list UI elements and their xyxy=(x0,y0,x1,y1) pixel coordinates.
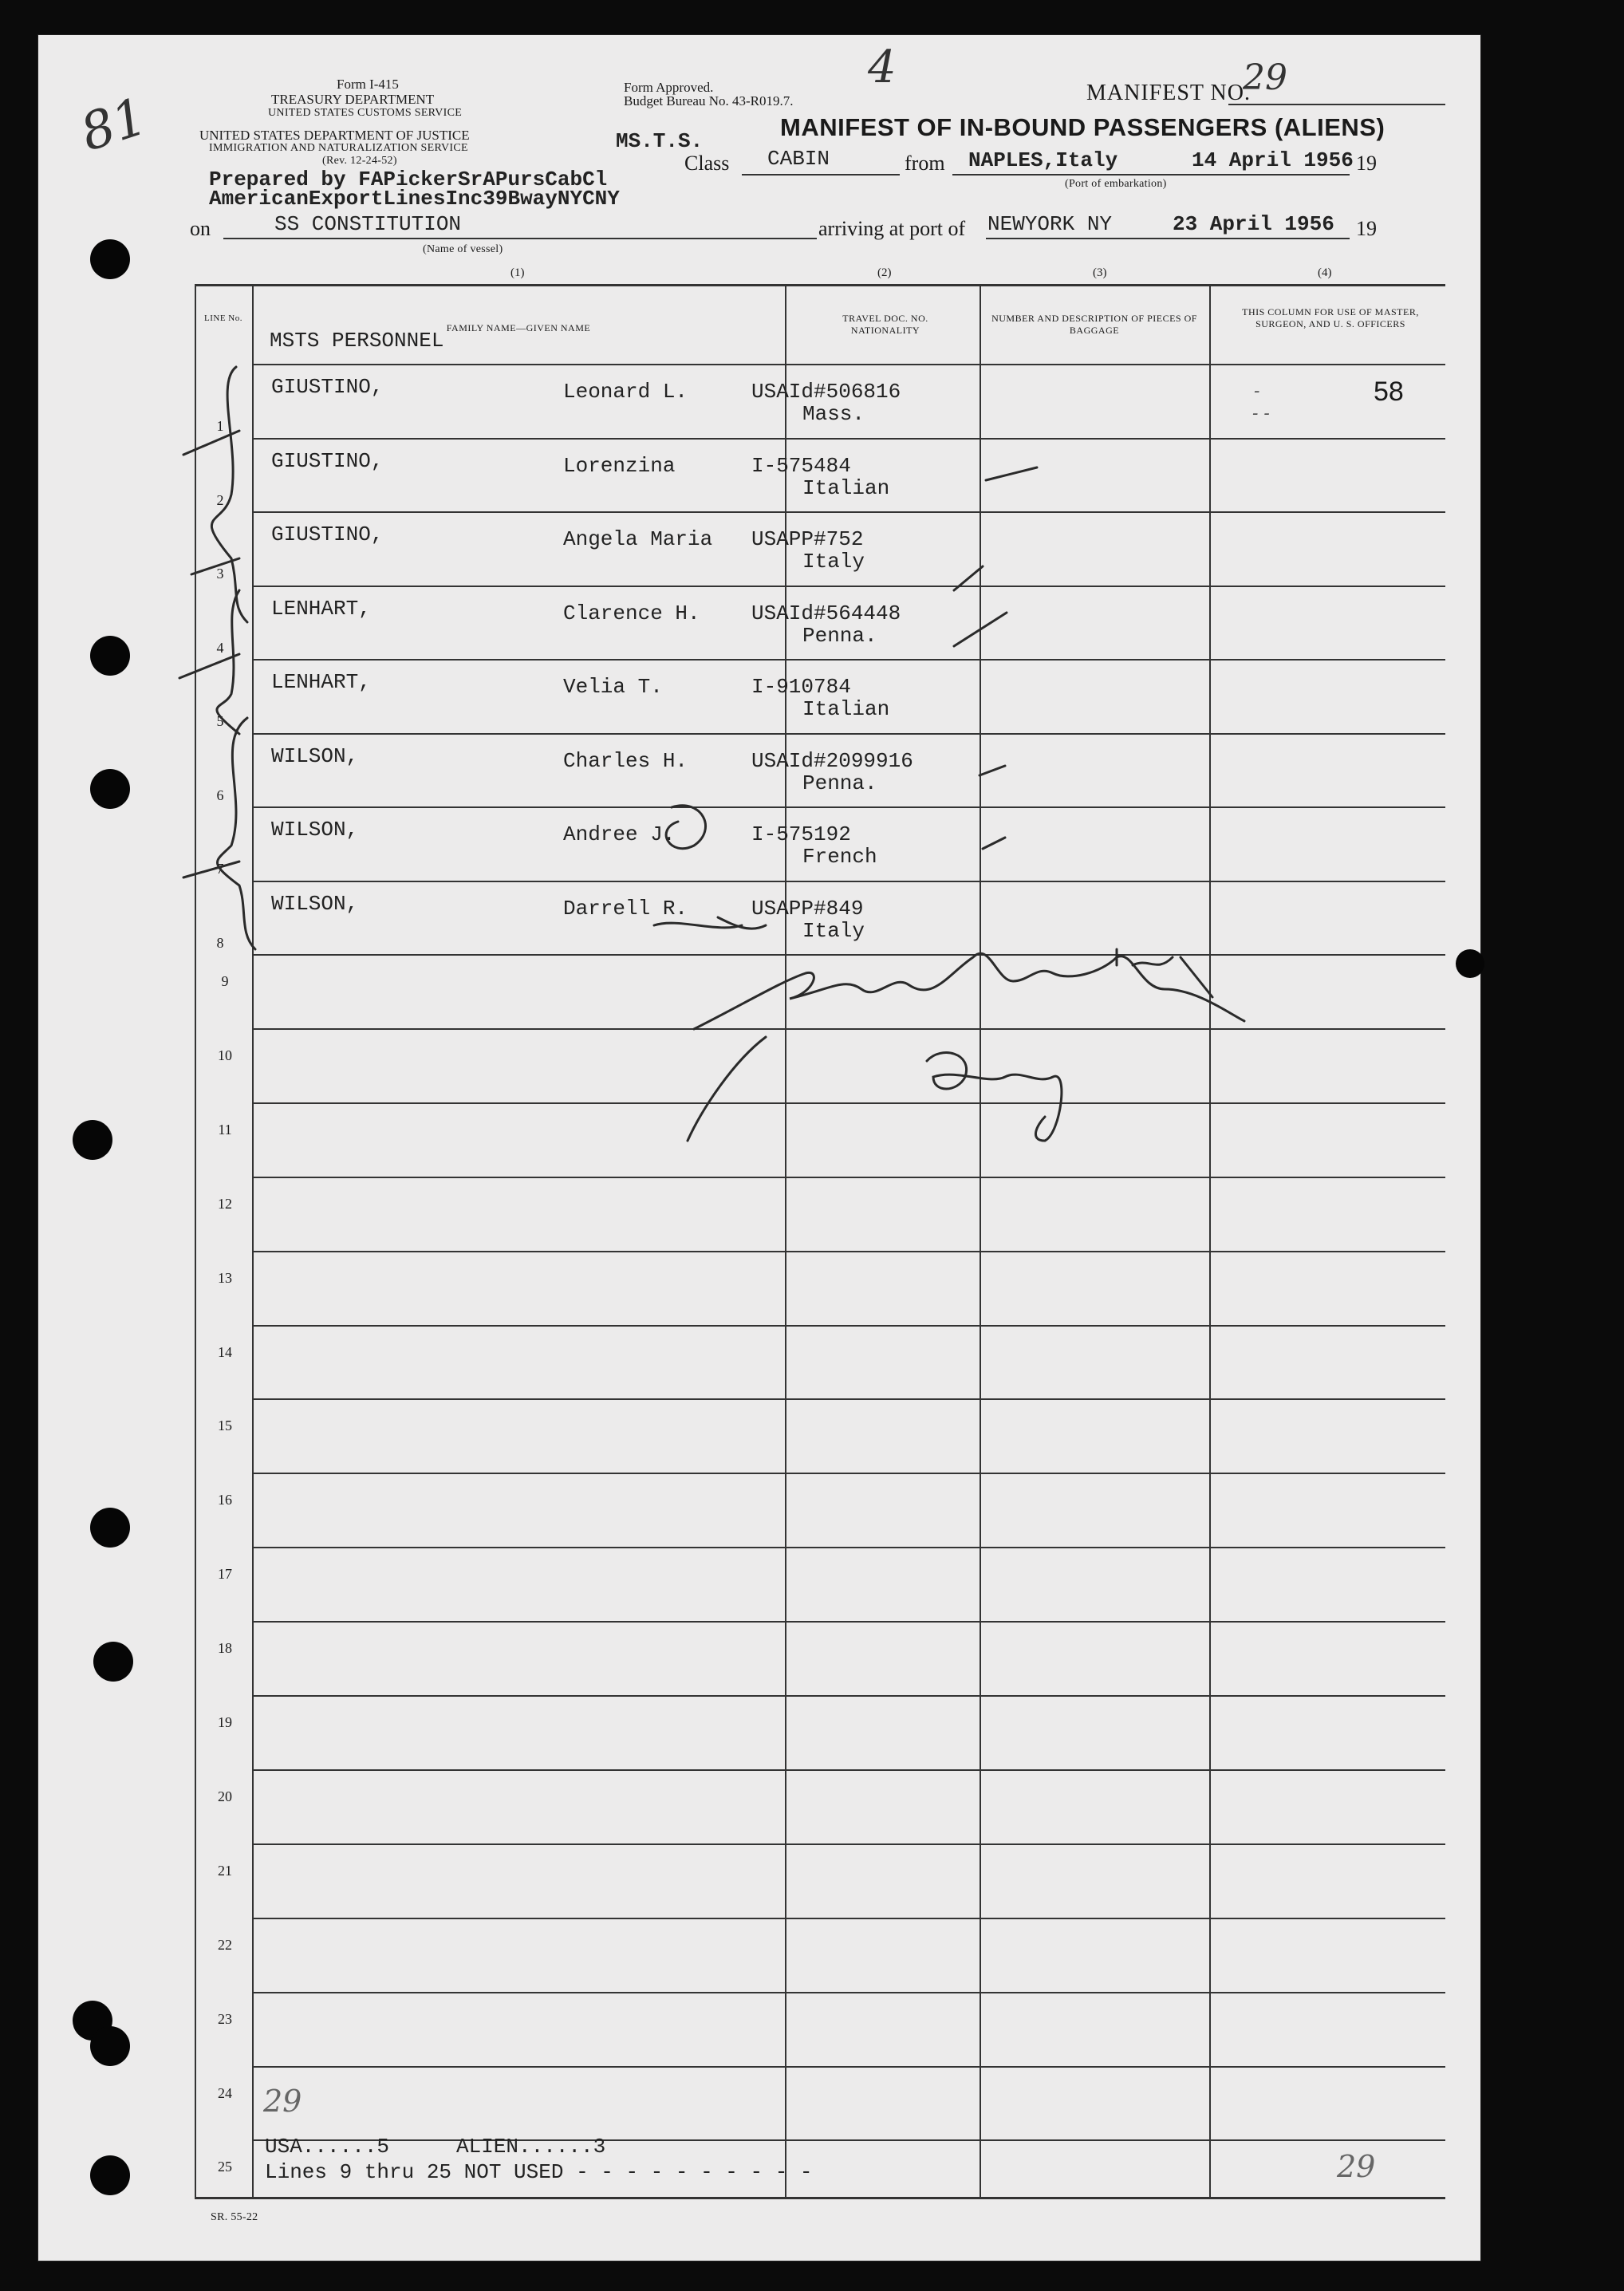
line-number: 9 xyxy=(221,973,229,989)
prepared-by-company: AmericanExportLinesInc39BwayNYCNY xyxy=(209,187,620,211)
form-number: Form I-415 xyxy=(337,77,399,92)
travel-doc-number: USAId#2099916 xyxy=(751,748,913,773)
vessel-caption: (Name of vessel) xyxy=(423,243,503,255)
header-line-no: LINE No. xyxy=(204,313,242,323)
line-number: 15 xyxy=(218,1418,232,1434)
officer-note: 58 xyxy=(1374,377,1404,407)
family-name: WILSON, xyxy=(271,891,359,916)
col-num-3: (3) xyxy=(1093,266,1107,279)
line-number: 18 xyxy=(218,1640,232,1657)
form-approved: Form Approved. xyxy=(624,80,714,95)
given-name: Leonard L. xyxy=(563,380,688,404)
handwritten-number: 81 xyxy=(73,87,154,164)
family-bracket xyxy=(211,367,247,622)
given-name: Lorenzina xyxy=(563,453,676,478)
year-prefix: 19 xyxy=(1356,152,1377,175)
manifest-no-label: MANIFEST NO. xyxy=(1086,81,1251,105)
arrival-port: NEWYORK NY xyxy=(987,212,1113,236)
line-number: 20 xyxy=(218,1788,232,1804)
check-mark xyxy=(980,766,1005,775)
line-number: 11 xyxy=(218,1121,232,1138)
embarkation-date: 14 April 1956 xyxy=(1192,148,1354,172)
justice-dept: UNITED STATES DEPARTMENT OF JUSTICE xyxy=(199,128,470,143)
given-name: Andree J. xyxy=(563,822,676,846)
nationality: French xyxy=(802,845,877,869)
customs-service: UNITED STATES CUSTOMS SERVICE xyxy=(268,107,463,119)
travel-doc-number: I-575484 xyxy=(751,453,851,478)
header-travel-doc: TRAVEL DOC. NO. NATIONALITY xyxy=(842,313,928,336)
on-label: on xyxy=(190,217,211,240)
ins-label: IMMIGRATION AND NATURALIZATION SERVICE xyxy=(209,142,468,154)
port-of-embarkation: NAPLES,Italy xyxy=(968,148,1118,172)
budget-bureau: Budget Bureau No. 43-R019.7. xyxy=(624,93,794,108)
handwritten-29: 29 xyxy=(1337,2149,1376,2184)
check-mark xyxy=(986,467,1037,480)
line-number: 14 xyxy=(218,1343,232,1360)
travel-doc-number: USAPP#849 xyxy=(751,896,864,921)
line-number: 19 xyxy=(218,1714,232,1730)
line-number: 6 xyxy=(216,787,224,803)
manifest-number: 29 xyxy=(1243,57,1287,98)
line-number: 21 xyxy=(218,1862,232,1879)
arriving-label: arriving at port of xyxy=(818,217,966,240)
line-number: 24 xyxy=(218,2084,232,2101)
line-number: 12 xyxy=(218,1195,232,1212)
nationality: Italian xyxy=(802,697,890,721)
line-number: 5 xyxy=(216,713,224,729)
class-value: CABIN xyxy=(767,147,830,171)
nationality: Italy xyxy=(802,550,865,574)
line-number: 7 xyxy=(216,861,224,877)
nationality: Mass. xyxy=(802,402,865,426)
given-name: Angela Maria xyxy=(563,527,713,551)
treasury-dept: TREASURY DEPARTMENT xyxy=(271,92,435,107)
line-number: 22 xyxy=(218,1936,232,1953)
port-embark-caption: (Port of embarkation) xyxy=(1065,178,1167,190)
family-name: LENHART, xyxy=(271,596,371,621)
officer-mark: - xyxy=(1254,381,1260,401)
family-name: WILSON, xyxy=(271,743,359,768)
travel-doc-number: USAPP#752 xyxy=(751,527,864,551)
prepared-by: Prepared by FAPickerSrAPursCabCl xyxy=(209,168,608,191)
check-mark xyxy=(954,566,983,590)
officer-mark: - - xyxy=(1252,404,1270,424)
line-number: 16 xyxy=(218,1492,232,1508)
given-name: Charles H. xyxy=(563,748,688,773)
line-number: 1 xyxy=(216,418,224,434)
handwritten-29: 29 xyxy=(263,2084,302,2119)
line-number: 3 xyxy=(216,566,224,582)
col-num-4: (4) xyxy=(1318,266,1332,279)
line-number: 10 xyxy=(218,1047,232,1063)
col-num-1: (1) xyxy=(510,266,525,279)
line-number: 23 xyxy=(218,2010,232,2027)
year-prefix: 19 xyxy=(1356,217,1377,240)
from-label: from xyxy=(905,152,945,175)
col-num-2: (2) xyxy=(877,266,892,279)
given-name: Clarence H. xyxy=(563,601,700,625)
summary-usa: USA......5 xyxy=(265,2135,390,2159)
line-number: 8 xyxy=(216,934,224,951)
nationality: Italy xyxy=(802,918,865,943)
manifest-title: MANIFEST OF IN-BOUND PASSENGERS (ALIENS) xyxy=(780,113,1386,141)
travel-doc-number: I-910784 xyxy=(751,675,851,699)
msts-label: MS.T.S. xyxy=(616,129,704,153)
line-number: 2 xyxy=(216,491,224,508)
check-mark xyxy=(983,838,1005,849)
family-name: WILSON, xyxy=(271,818,359,842)
footer-code: SR. 55-22 xyxy=(211,2211,258,2223)
group-label: MSTS PERSONNEL xyxy=(270,329,444,353)
revision: (Rev. 12-24-52) xyxy=(322,155,397,167)
family-name: GIUSTINO, xyxy=(271,448,384,473)
initials xyxy=(654,917,766,929)
given-name: Darrell R. xyxy=(563,896,688,921)
line-number: 25 xyxy=(218,2159,232,2175)
line-number: 13 xyxy=(218,1269,232,1286)
line-number: 4 xyxy=(216,639,224,656)
summary-alien: ALIEN......3 xyxy=(456,2135,606,2159)
bracket-tick xyxy=(179,654,239,678)
bracket-tick xyxy=(183,862,239,877)
line-number: 17 xyxy=(218,1566,232,1583)
nationality: Penna. xyxy=(802,623,877,648)
initials xyxy=(666,806,705,849)
check-mark xyxy=(954,613,1007,646)
nationality: Italian xyxy=(802,475,890,500)
travel-doc-number: USAId#506816 xyxy=(751,380,901,404)
signature xyxy=(927,1053,1062,1141)
family-name: LENHART, xyxy=(271,670,371,694)
handwritten-number: 4 xyxy=(868,41,897,93)
header-baggage: NUMBER AND DESCRIPTION OF PIECES OF BAGGAGE xyxy=(991,313,1197,336)
travel-doc-number: USAId#564448 xyxy=(751,601,901,625)
summary-not-used: Lines 9 thru 25 NOT USED - - - - - - - - - - xyxy=(265,2160,813,2184)
arrival-date: 23 April 1956 xyxy=(1173,212,1334,236)
header-officers: THIS COLUMN FOR USE OF MASTER, SURGEON, AND U. S. OFFICERS xyxy=(1242,306,1419,329)
family-bracket xyxy=(218,718,256,949)
nationality: Penna. xyxy=(802,771,877,795)
class-label: Class xyxy=(684,152,730,175)
given-name: Velia T. xyxy=(563,675,663,699)
signature xyxy=(688,1037,766,1141)
header-name: FAMILY NAME—GIVEN NAME xyxy=(446,322,591,333)
travel-doc-number: I-575192 xyxy=(751,822,851,846)
family-name: GIUSTINO, xyxy=(271,375,384,399)
vessel-name: SS CONSTITUTION xyxy=(274,212,462,236)
family-name: GIUSTINO, xyxy=(271,522,384,546)
